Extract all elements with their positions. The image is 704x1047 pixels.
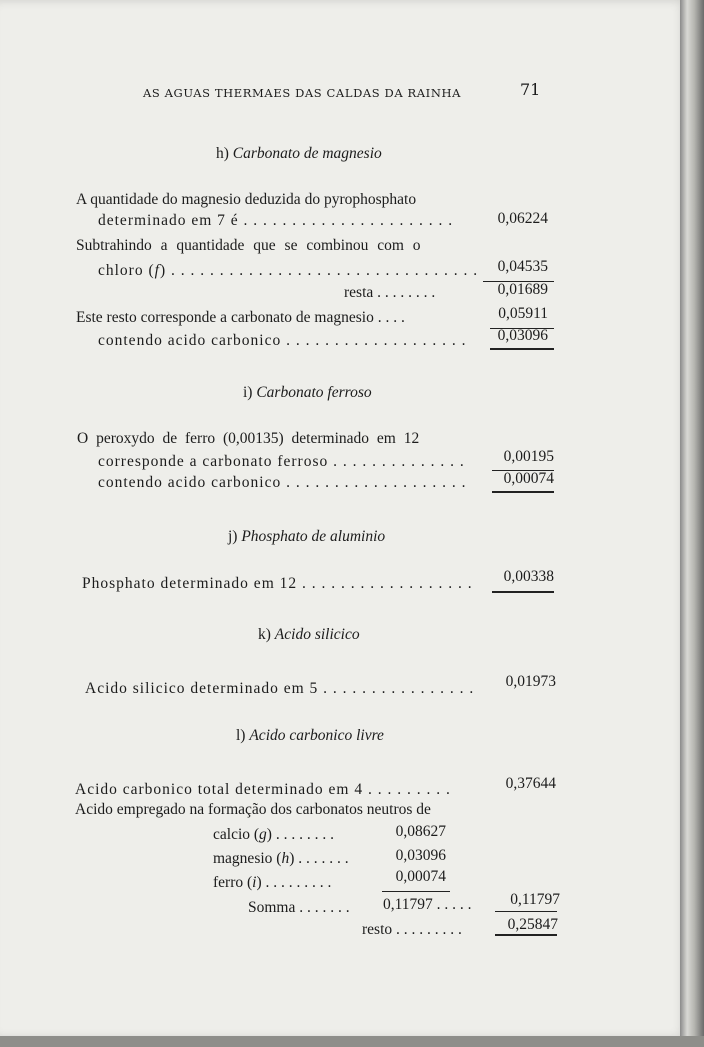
magnesio-value: 0,03096 [395,847,446,864]
section-h-resta: resta . . . . . . . . [344,284,436,301]
somma-label: Somma . . . . . . . [248,899,350,916]
section-i-heading [243,384,372,402]
section-h-title: Carbonato de magnesio [232,145,382,162]
section-k-heading [258,626,360,644]
book-edge [680,0,704,1047]
section-k-line1: Acido silicico determinado em 5 . . . . . . . . . . . . . . . . [85,680,475,697]
ferro-row [213,874,331,892]
section-h-value1: 0,06224 [497,210,548,227]
calcio-label: calcio ( [213,826,260,843]
magnesio-var: h [281,850,290,867]
rule-i2 [492,491,554,493]
section-h-line4 [98,262,478,280]
rule-j1 [492,591,554,593]
rule-l1 [382,891,450,892]
section-l-title: Acido carbonico livre [249,727,384,744]
section-l-line1: Acido carbonico total determinado em 4 . . . . . . . . . [75,781,451,798]
running-header: AS AGUAS THERMAES DAS CALDAS DA RAINHA [143,86,462,100]
rule-i1 [492,470,554,471]
somma-value: 0,11797 . . . . . [383,896,472,913]
section-i-line3: contendo acido carbonico . . . . . . . . . . . . . . . . . . . [98,474,467,491]
section-h-line5: Este resto corresponde a carbonato de magnesio . . . . [76,309,405,326]
section-h-value3: 0,01689 [497,281,548,298]
section-h-heading [216,145,382,163]
section-h-line4-var: f [154,262,160,279]
magnesio-end: ) . . . . . . . [289,850,349,867]
section-h-line4-end: ) . . . . . . . . . . . . . . . . . . . . . . . . . . . . . . . . [159,262,479,279]
calcio-end: ) . . . . . . . . [266,826,334,843]
resto-value: 0,25847 [507,916,558,933]
section-i-value2: 0,00074 [503,470,554,487]
section-j-value1: 0,00338 [503,568,554,585]
resto-label: resto . . . . . . . . . [362,921,462,938]
section-h-line3: Subtrahindo a quantidade que se combinou com o [76,237,421,254]
rule-h2 [490,328,554,329]
section-h-value2: 0,04535 [497,258,548,275]
section-j-heading [228,528,385,546]
section-h-value4: 0,05911 [498,305,548,322]
magnesio-label: magnesio ( [213,850,282,867]
section-h-value5: 0,03096 [497,327,548,344]
calcio-var: g [259,826,267,843]
section-i-title: Carbonato ferroso [256,384,372,401]
section-k-title: Acido silicico [274,626,360,643]
section-k-prefix: k) [258,626,271,643]
section-j-prefix: j) [228,528,238,545]
section-l-heading [236,727,384,745]
section-l-value1: 0,37644 [505,775,556,792]
section-i-value1: 0,00195 [503,448,554,465]
section-i-prefix: i) [243,384,253,401]
ferro-var: i [252,874,257,891]
section-l-prefix: l) [236,727,246,744]
ferro-end: ) . . . . . . . . . [256,874,332,891]
magnesio-row [213,850,349,868]
section-j-title: Phosphato de aluminio [241,528,386,545]
section-h-line2: determinado em 7 é . . . . . . . . . . . . . . . . . . . . . . [98,212,454,229]
section-h-prefix: h) [216,145,229,162]
calcio-value: 0,08627 [395,823,446,840]
section-k-value1: 0,01973 [505,673,556,690]
rule-h3 [490,348,554,350]
rule-l2 [495,911,557,912]
section-l-line2: Acido empregado na formação dos carbonatos neutros de [75,801,431,818]
page-bottom-edge [0,1036,704,1047]
ferro-value: 0,00074 [395,868,446,885]
section-i-line2: corresponde a carbonato ferroso . . . . . . . . . . . . . . [98,453,465,470]
calcio-row [213,826,334,844]
section-j-line1: Phosphato determinado em 12 . . . . . . . . . . . . . . . . . . [82,575,473,592]
rule-l3 [495,934,557,936]
page-number: 71 [520,80,541,99]
ferro-label: ferro ( [213,874,253,891]
section-h-line6: contendo acido carbonico . . . . . . . . . . . . . . . . . . . [98,332,467,349]
somma-total: 0,11797 [510,891,560,908]
section-h-line4-start: chloro ( [98,262,155,279]
section-h-line1: A quantidade do magnesio deduzida do pyrophosphato [76,191,417,208]
section-i-line1: O peroxydo de ferro (0,00135) determinado em 12 [77,430,420,447]
